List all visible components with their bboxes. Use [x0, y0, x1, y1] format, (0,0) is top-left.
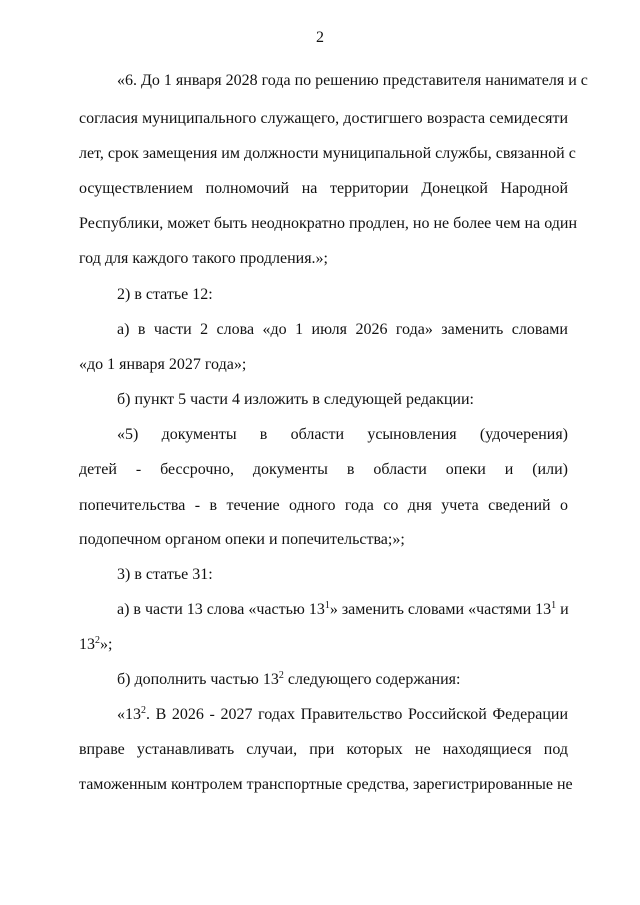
paragraph-5-line-1: «5) документы в области усыновления (удочерения) — [117, 426, 568, 443]
p7-superscript-2: 1 — [551, 600, 557, 611]
paragraph-9-line-1 — [117, 705, 568, 725]
p7-text-a: а) в части 13 слова «частью 13 — [117, 601, 325, 618]
p8-superscript: 2 — [278, 670, 284, 681]
paragraph-1-line-4: осуществлением полномочий на территории Донецкой Народной — [79, 180, 568, 197]
paragraph-3-line-1: а) в части 2 слова «до 1 июля 2026 года» заменить словами — [117, 321, 568, 338]
paragraph-7-line-1 — [117, 600, 568, 620]
p7-superscript-3: 2 — [95, 635, 100, 646]
p7-superscript-1: 1 — [324, 600, 330, 611]
paragraph-8-line-1 — [117, 670, 568, 690]
paragraph-2-line-1: 2) в статье 12: — [117, 286, 213, 303]
page-number: 2 — [316, 29, 324, 46]
paragraph-1-line-3: лет, срок замещения им должности муниципальной службы, связанной с — [79, 145, 576, 162]
paragraph-1-line-1: «6. До 1 января 2028 года по решению представителя нанимателя и с — [117, 72, 588, 89]
p7-text-e: »; — [100, 636, 113, 653]
paragraph-7-line-2 — [79, 635, 568, 655]
paragraph-4-line-1: б) пункт 5 части 4 изложить в следующей редакции: — [117, 391, 474, 408]
paragraph-9-line-3: таможенным контролем транспортные средства, зарегистрированные не — [79, 776, 573, 793]
p8-text-b: следующего содержания: — [283, 671, 461, 688]
paragraph-6-line-1: 3) в статье 31: — [117, 566, 213, 583]
paragraph-9-line-2: вправе устанавливать случаи, при которых не находящиеся под — [79, 741, 568, 758]
p8-text-a: б) дополнить частью 13 — [117, 671, 279, 688]
p9-text-a: «13 — [117, 706, 141, 723]
paragraph-1-line-2: согласия муниципального служащего, достигшего возраста семидесяти — [79, 110, 568, 127]
p7-text-d: 13 — [79, 636, 95, 653]
p9-superscript: 2 — [141, 705, 146, 716]
p7-text-b: » заменить словами «частями 13 — [329, 601, 552, 618]
paragraph-1-line-5: Республики, может быть неоднократно продлен, но не более чем на один — [79, 215, 578, 232]
paragraph-5-line-2: детей - бессрочно, документы в области опеки и (или) — [79, 461, 568, 478]
paragraph-5-line-3: попечительства - в течение одного года со дня учета сведений о — [79, 497, 568, 514]
p9-text-b: . В 2026 - 2027 годах Правительство Российской Федерации — [146, 706, 568, 723]
paragraph-5-line-4: подопечном органом опеки и попечительства;»; — [79, 531, 405, 548]
paragraph-3-line-2: «до 1 января 2027 года»; — [79, 356, 247, 373]
paragraph-1-line-6: год для каждого такого продления.»; — [79, 250, 328, 267]
p7-text-c: и — [556, 601, 569, 618]
